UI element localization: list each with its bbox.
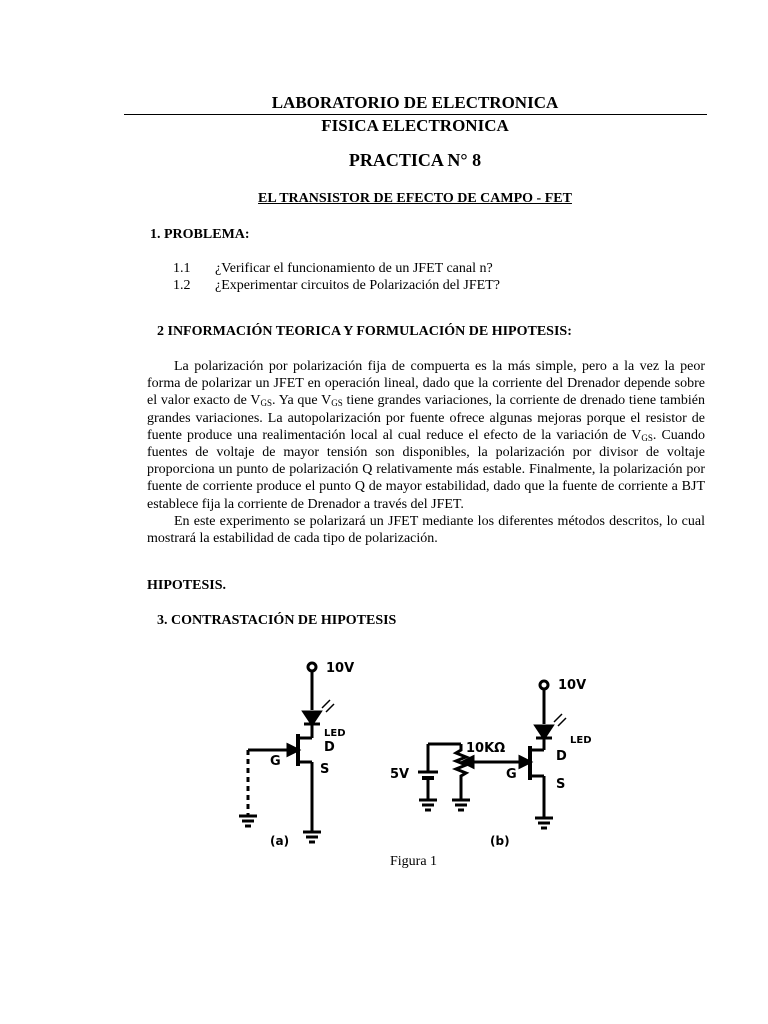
theory-text [147, 358, 705, 547]
circuit-b-caption: (b) [490, 834, 510, 848]
circuit-a-supply-label: 10V [326, 661, 355, 676]
theory-paragraph-1 [147, 358, 705, 513]
practice-number: PRACTICA N° 8 [348, 150, 482, 170]
circuit-b-led-symbol [536, 726, 552, 738]
p1-sub-1: GS [260, 398, 272, 409]
figure-1-circuits [220, 650, 620, 855]
circuit-a-led-emission-2 [326, 704, 334, 712]
circuit-b-gate-label: G [506, 767, 517, 782]
section-1-heading: 1. PROBLEMA: [150, 227, 250, 242]
lab-title: LABORATORIO DE ELECTRONICA [271, 93, 559, 112]
circuit-a-led-symbol [304, 712, 320, 724]
problem-item-2-number: 1.2 [173, 278, 191, 293]
problem-item-2 [173, 278, 500, 294]
section-2-heading: 2 INFORMACIÓN TEORICA Y FORMULACIÓN DE HIPOTESIS: [157, 324, 572, 339]
circuit-b-supply-terminal [540, 681, 548, 689]
circuit-a-led-label: LED [324, 728, 346, 739]
p1-sub-3: GS [641, 432, 653, 443]
problem-item-1-number: 1.1 [173, 261, 191, 276]
circuit-a-supply-terminal [308, 663, 316, 671]
practice-topic [0, 191, 768, 207]
header-rule [124, 114, 707, 115]
section-3-heading: 3. CONTRASTACIÓN DE HIPOTESIS [157, 613, 397, 628]
problem-item-1 [173, 261, 493, 277]
circuit-b-potentiometer [456, 744, 466, 800]
circuit-a [239, 663, 334, 842]
theory-paragraph-2: En este experimento se polarizará un JFET mediante los diferentes métodos descritos, lo cual mostrará la estabilidad de cada tipo de polarización. [147, 513, 705, 547]
circuit-a-led-emission [322, 700, 330, 708]
course-title: FISICA ELECTRONICA [321, 116, 509, 135]
p1-part-d: . Cuando fuentes de voltaje de mayor tensión son disponibles, la polarización por divisor de voltaje proporciona un punto de polarización Q relativamente más estable. Finalmente, la polarización por fuente de corriente produce el punto Q de mayor estabilidad, dado que la fuente de corriente a BJT establece fija la corriente de Drenador a través del JFET. [147, 427, 705, 512]
circuit-a-drain-label: D [324, 740, 335, 755]
practice-topic-text: EL TRANSISTOR DE EFECTO DE CAMPO - FET [258, 191, 572, 206]
circuit-b-source-label: S [556, 777, 566, 792]
circuit-a-gate-label: G [270, 754, 281, 769]
circuit-a-caption: (a) [270, 834, 290, 848]
circuit-b-supply-label: 10V [558, 678, 587, 693]
p1-sub-2: GS [331, 398, 343, 409]
circuit-b-led-label: LED [570, 735, 592, 746]
circuit-b-battery-label: 5V [390, 767, 410, 782]
circuit-b-led-emission-2 [558, 718, 566, 726]
hipotesis-heading: HIPOTESIS. [147, 578, 226, 593]
circuit-a-source-label: S [320, 762, 330, 777]
circuit-b-led-emission [554, 714, 562, 722]
problem-item-2-text: ¿Experimentar circuitos de Polarización del JFET? [215, 278, 500, 293]
circuit-b-pot-label: 10KΩ [466, 741, 506, 756]
p1-part-b: . Ya que V [272, 393, 332, 409]
circuit-b-drain-label: D [556, 749, 567, 764]
problem-item-1-text: ¿Verificar el funcionamiento de un JFET canal n? [215, 261, 493, 276]
figure-caption: Figura 1 [390, 854, 438, 869]
p1-part-c: tiene grandes variaciones, la corriente de drenado tiene también grandes variaciones. La autopolarización por fuente ofrece algunas mejoras porque el resistor de fuente produce una realimentación local al cual reduce el efecto de la variación de V [147, 393, 705, 443]
p1-part-a: La polarización por polarización fija de compuerta es la más simple, pero a la vez la peor forma de polarizar un JFET en operación lineal, dado que la corriente del Drenador depende sobre el valor exacto de V [147, 359, 705, 409]
